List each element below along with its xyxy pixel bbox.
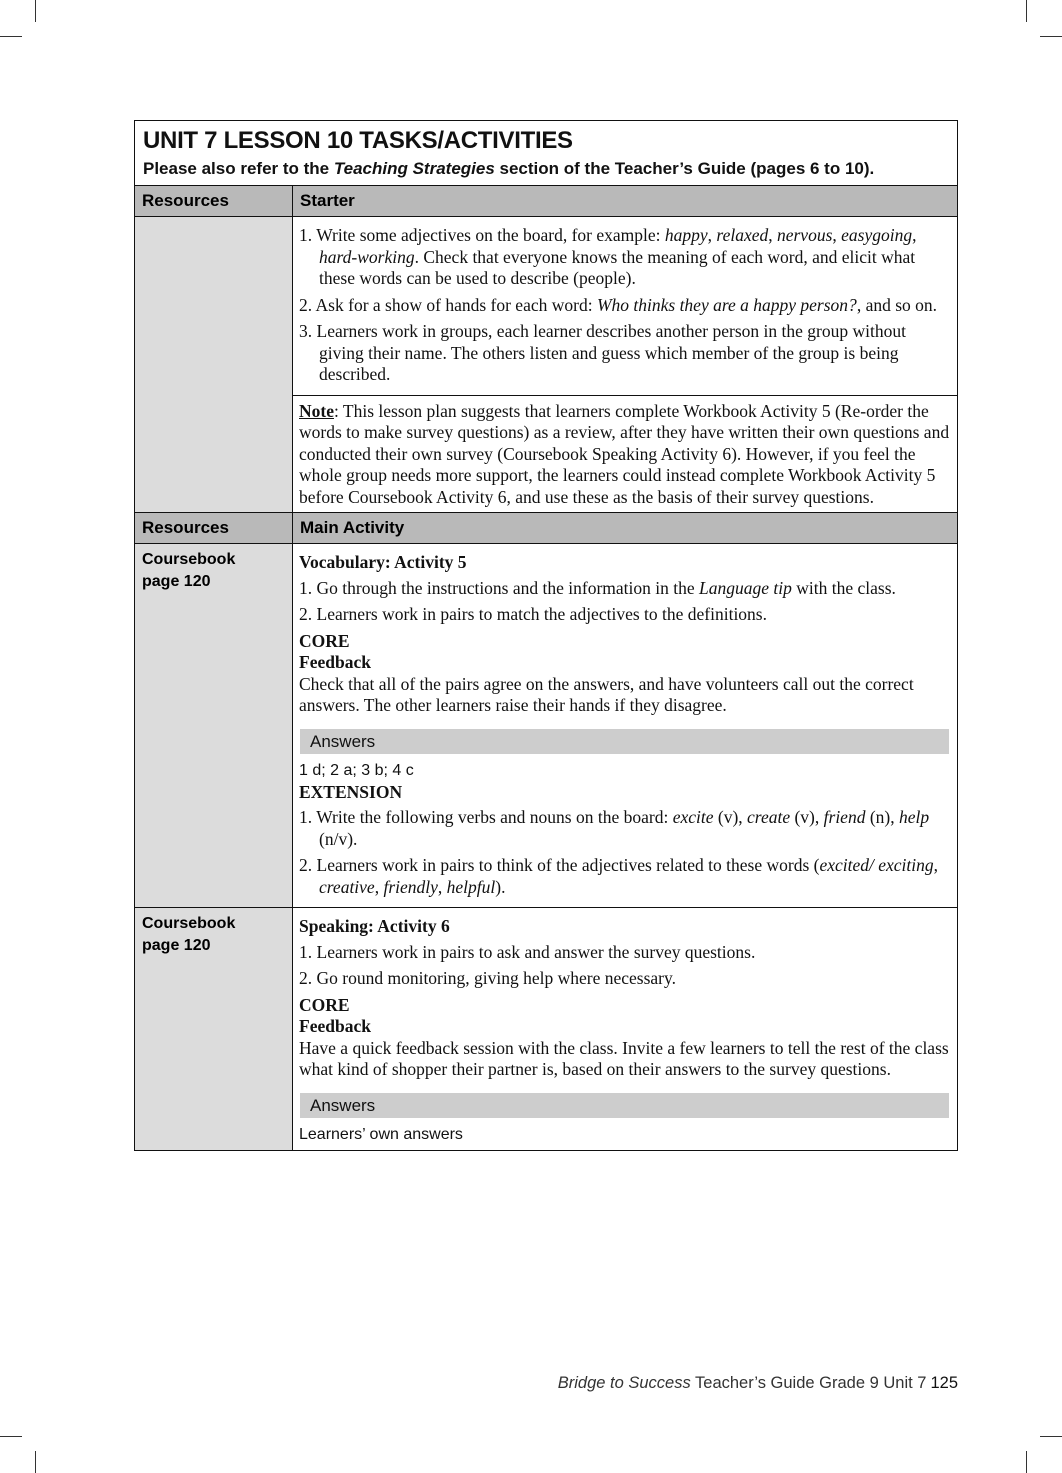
main-activity-header: Main Activity bbox=[293, 513, 958, 544]
starter-list bbox=[299, 225, 950, 386]
resource-label: Coursebook bbox=[142, 551, 236, 568]
list-item: 3. Learners work in groups, each learner describes another person in the group without giving their name. The others listen and guess which member of the group is being described. bbox=[299, 321, 906, 384]
list-item: 1. Go through the instructions and the information in the Language tip with the class. bbox=[299, 577, 896, 598]
resource-label: Coursebook bbox=[142, 915, 236, 932]
answers-bar: Answers bbox=[300, 729, 949, 755]
list-item: 2. Learners work in pairs to think of the adjectives related to these words (excited/ exciting, creative, friendly, helpful). bbox=[299, 855, 939, 897]
answers-text: 1 d; 2 a; 3 b; 4 c bbox=[299, 762, 414, 779]
crop-mark bbox=[0, 1436, 22, 1437]
note-paragraph: Note: This lesson plan suggests that learners complete Workbook Activity 5 (Re-order the words to make survey questions) as a review, after they have written their own questions and conducted their own survey (Coursebook Speaking Activity 6). However, if you feel the whole group needs more support, the learners could instead complete Workbook Activity 5 before Coursebook Activity 6, and use these as the basis of their survey questions. bbox=[299, 400, 950, 507]
feedback-text: Have a quick feedback session with the class. Invite a few learners to tell the rest of the class what kind of shopper their partner is, based on their answers to the survey questions. bbox=[299, 1037, 949, 1079]
resource-page: page 120 bbox=[142, 937, 211, 954]
footer-text: Teacher’s Guide Grade 9 Unit 7 bbox=[690, 1374, 927, 1392]
core-label: CORE bbox=[299, 994, 350, 1015]
speaking-heading: Speaking: Activity 6 bbox=[299, 916, 450, 936]
crop-mark bbox=[35, 0, 36, 22]
speaking-content bbox=[293, 908, 958, 1151]
list-item: 2. Go round monitoring, giving help where necessary. bbox=[299, 968, 676, 988]
resource-page: page 120 bbox=[142, 573, 211, 590]
answers-text: Learners’ own answers bbox=[299, 1126, 463, 1143]
feedback-label: Feedback bbox=[299, 652, 371, 672]
answers-bar: Answers bbox=[300, 1093, 949, 1119]
resources-cell bbox=[135, 908, 293, 1151]
speaking-list bbox=[299, 942, 950, 990]
core-label: CORE bbox=[299, 630, 350, 651]
starter-header: Starter bbox=[293, 186, 958, 217]
vocabulary-list bbox=[299, 578, 950, 626]
crop-mark bbox=[1040, 36, 1062, 37]
resources-cell bbox=[135, 217, 293, 513]
crop-mark bbox=[1040, 1436, 1062, 1437]
crop-mark bbox=[0, 36, 22, 37]
page-footer bbox=[558, 1374, 958, 1393]
book-title: Bridge to Success bbox=[557, 1374, 691, 1392]
resources-cell bbox=[135, 544, 293, 908]
title-cell bbox=[135, 121, 958, 186]
page-title: UNIT 7 LESSON 10 TASKS/ACTIVITIES bbox=[143, 127, 573, 154]
lesson-table bbox=[134, 120, 958, 1151]
crop-mark bbox=[1026, 1451, 1027, 1473]
note-cell bbox=[293, 395, 958, 513]
feedback-label: Feedback bbox=[299, 1016, 371, 1036]
extension-label: EXTENSION bbox=[299, 781, 403, 802]
list-item: 2. Learners work in pairs to match the adjectives to the definitions. bbox=[299, 604, 767, 624]
list-item: 1. Write some adjectives on the board, for example: happy, relaxed, nervous, easygoing, hard-working. Check that everyone knows the meaning of each word, and elicit what these words can be used to describe (people). bbox=[299, 225, 917, 288]
crop-mark bbox=[35, 1451, 36, 1473]
list-item: 2. Ask for a show of hands for each word: Who thinks they are a happy person?, and so on. bbox=[299, 294, 938, 315]
starter-content bbox=[293, 217, 958, 396]
feedback-text: Check that all of the pairs agree on the answers, and have volunteers call out the correct answers. The other learners raise their hands if they disagree. bbox=[299, 673, 914, 715]
page-subtitle: Please also refer to the Teaching Strategies section of the Teacher’s Guide (pages 6 to 10). bbox=[143, 159, 875, 178]
vocabulary-heading: Vocabulary: Activity 5 bbox=[299, 552, 467, 572]
list-item: 1. Learners work in pairs to ask and answer the survey questions. bbox=[299, 941, 756, 962]
vocabulary-content bbox=[293, 544, 958, 908]
list-item: 1. Write the following verbs and nouns on the board: excite (v), create (v), friend (n), help (n/v). bbox=[299, 807, 930, 849]
page-number: 125 bbox=[930, 1374, 958, 1392]
resources-header: Resources bbox=[135, 513, 293, 544]
resources-header: Resources bbox=[135, 186, 293, 217]
crop-mark bbox=[1026, 0, 1027, 22]
extension-list bbox=[299, 807, 950, 898]
